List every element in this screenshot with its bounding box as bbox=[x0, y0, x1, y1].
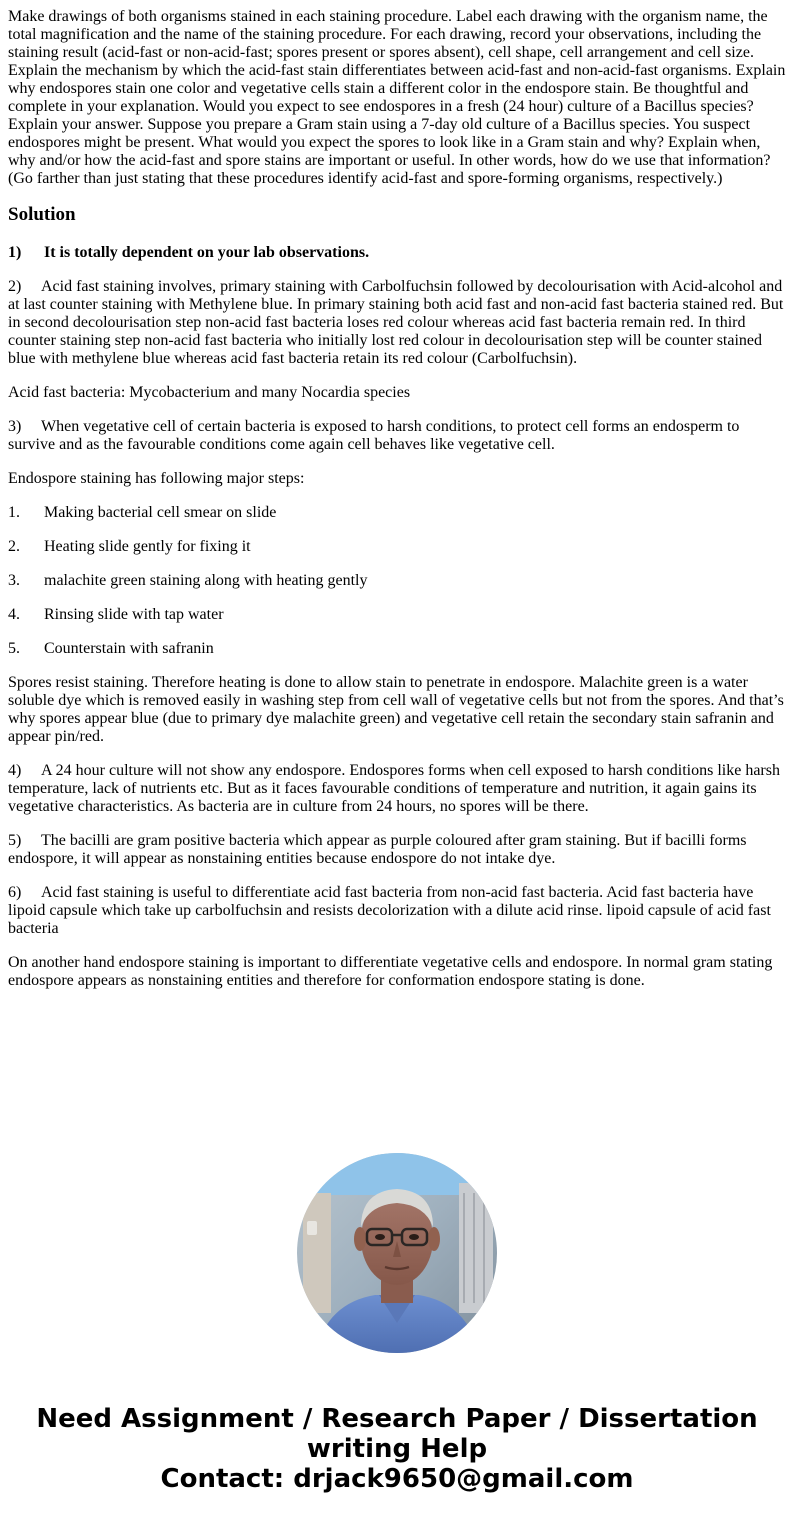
step-number: 5. bbox=[8, 640, 20, 657]
step-number: 4. bbox=[8, 606, 20, 623]
answer-4 bbox=[8, 762, 786, 816]
step-text: Making bacterial cell smear on slide bbox=[44, 504, 277, 521]
answer-5 bbox=[8, 832, 786, 868]
answer-number: 5) bbox=[8, 832, 22, 849]
step-text: malachite green staining along with heating gently bbox=[44, 572, 368, 589]
step-item bbox=[8, 504, 786, 522]
answer-6 bbox=[8, 884, 786, 938]
answer-number: 1) bbox=[8, 244, 22, 261]
step-text: Heating slide gently for fixing it bbox=[44, 538, 251, 555]
answer-text: The bacilli are gram positive bacteria which appear as purple coloured after gram staining. But if bacilli forms endospore, it will appear as nonstaining entities because endospore do not intake dye. bbox=[8, 832, 747, 867]
step-text: Counterstain with safranin bbox=[44, 640, 214, 657]
spores-paragraph: Spores resist staining. Therefore heating is done to allow stain to penetrate in endospore. Malachite green is a water soluble dye which is removed easily in washing step from cell wall of vegetative cells but not from the spores. And that’s why spores appear blue (due to primary dye malachite green) and vegetative cell retain the secondary stain safranin and appear pin/red. bbox=[8, 674, 784, 745]
answer-text: A 24 hour culture will not show any endospore. Endospores forms when cell exposed to harsh conditions like harsh temperature, lack of nutrients etc. But as it faces favourable conditions of temperature and nutrition, it again gains its vegetative characteristics. As bacteria are in culture from 24 hours, no spores will be there. bbox=[8, 762, 780, 815]
answer-text: It is totally dependent on your lab observations. bbox=[44, 244, 370, 261]
avatar-photo bbox=[297, 1153, 497, 1353]
answer-text: Acid fast staining involves, primary staining with Carbolfuchsin followed by decolourisation with Acid-alcohol and at last counter staining with Methylene blue. In primary staining both acid fast and non-acid fast bacteria stained red. But in second decolourisation step non-acid fast bacteria loses red colour whereas acid fast bacteria remain red. In third counter staining step non-acid fast bacteria who initially lost red colour in decolourisation step will be counter stained blue with methylene blue whereas acid fast bacteria retain its red colour (Carbolfuchsin). bbox=[8, 278, 784, 367]
question-paragraph: Make drawings of both organisms stained in each staining procedure. Label each drawing with the organism name, the total magnification and the name of the staining procedure. For each drawing, record your observations, including the staining result (acid-fast or non-acid-fast; spores present or spores absent), cell shape, cell arrangement and cell size. Explain the mechanism by which the acid-fast stain differentiates between acid-fast and non-acid-fast organisms. Explain why endospores stain one color and vegetative cells stain a different color in the endospore stain. Be thoughtful and complete in your explanation. Would you expect to see endospores in a fresh (24 hour) culture of a Bacillus species? Explain your answer. Suppose you prepare a Gram stain using a 7-day old culture of a Bacillus species. You suspect endospores might be present. What would you expect the spores to look like in a Gram stain and why? Explain when, why and/or how the acid-fast and spore stains are important or useful. In other words, how do we use that information? (Go farther than just stating that these procedures identify acid-fast and spore-forming organisms, respectively.) bbox=[8, 8, 786, 187]
step-item bbox=[8, 606, 786, 624]
acid-fast-examples: Acid fast bacteria: Mycobacterium and many Nocardia species bbox=[8, 384, 411, 401]
answer-number: 2) bbox=[8, 278, 22, 295]
footer-contact: Contact: drjack9650@gmail.com bbox=[160, 1464, 634, 1494]
footer-banner bbox=[0, 1404, 794, 1494]
step-item bbox=[8, 572, 786, 590]
answer-2 bbox=[8, 278, 786, 368]
answer-number: 3) bbox=[8, 418, 22, 435]
answer-3 bbox=[8, 418, 786, 454]
answer-text: Acid fast staining is useful to differentiate acid fast bacteria from non-acid fast bacteria. Acid fast bacteria have lipoid capsule which take up carbolfuchsin and resists decolorization with a dilute acid rinse. lipoid capsule of acid fast bacteria bbox=[8, 884, 771, 937]
answer-number: 6) bbox=[8, 884, 22, 901]
answer-1 bbox=[8, 244, 786, 262]
solution-heading: Solution bbox=[8, 204, 76, 225]
steps-intro: Endospore staining has following major steps: bbox=[8, 470, 305, 487]
answer-text: When vegetative cell of certain bacteria is exposed to harsh conditions, to protect cell forms an endosperm to survive and as the favourable conditions come again cell behaves like vegetative cell. bbox=[8, 418, 740, 453]
step-number: 3. bbox=[8, 572, 20, 589]
step-number: 1. bbox=[8, 504, 20, 521]
footer-line: Need Assignment / Research Paper / Dissertation bbox=[36, 1404, 758, 1434]
avatar bbox=[297, 1153, 497, 1353]
document-body bbox=[8, 8, 786, 1006]
footer-line: writing Help bbox=[306, 1434, 488, 1464]
step-item bbox=[8, 640, 786, 658]
step-text: Rinsing slide with tap water bbox=[44, 606, 224, 623]
step-number: 2. bbox=[8, 538, 20, 555]
closing-paragraph: On another hand endospore staining is important to differentiate vegetative cells and endospore. In normal gram stating endospore appears as nonstaining entities and therefore for conformation endospore stating is done. bbox=[8, 954, 773, 989]
answer-number: 4) bbox=[8, 762, 22, 779]
step-item bbox=[8, 538, 786, 556]
